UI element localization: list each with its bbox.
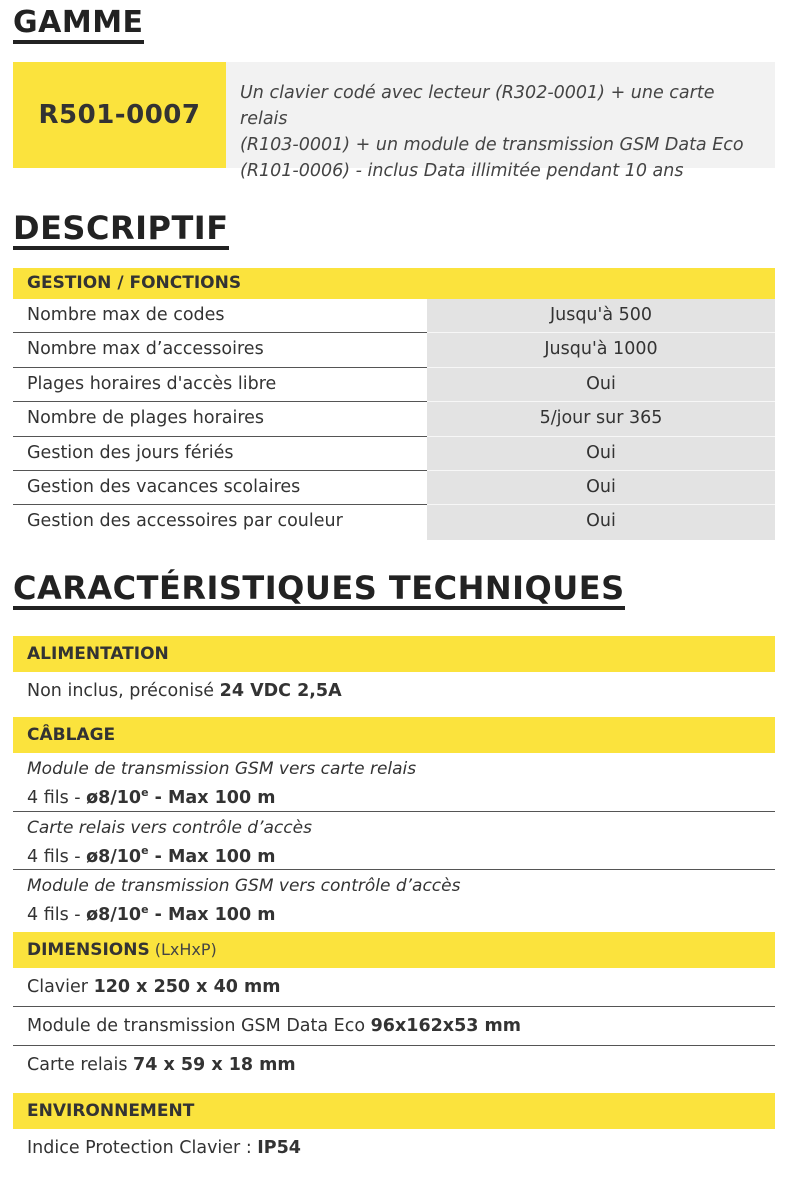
row-value: Oui xyxy=(427,368,775,402)
dimension-item xyxy=(13,1007,775,1046)
cablage-diameter: ø8/10 xyxy=(86,904,142,925)
cablage-spec xyxy=(13,840,775,869)
product-description xyxy=(226,62,775,181)
dimension-value: 120 x 250 x 40 mm xyxy=(93,977,281,997)
description-line: (R103-0001) + un module de transmission GSM Data Eco xyxy=(240,135,744,155)
cablage-max: - Max 100 m xyxy=(148,904,276,925)
table-row xyxy=(13,368,775,402)
row-label: Gestion des accessoires par couleur xyxy=(27,511,343,532)
row-label: Plages horaires d'accès libre xyxy=(13,368,427,402)
cablage-item xyxy=(13,812,775,871)
row-value: Jusqu'à 1000 xyxy=(427,333,775,367)
descriptif-heading: DESCRIPTIF xyxy=(13,212,229,250)
table-row xyxy=(13,505,775,539)
alimentation-text: Non inclus, préconisé xyxy=(27,681,220,701)
dimension-value: 96x162x53 mm xyxy=(370,1016,521,1036)
cablage-item xyxy=(13,753,775,812)
row-value: Jusqu'à 500 xyxy=(427,299,775,333)
cablage-title: Carte relais vers contrôle d’accès xyxy=(27,817,312,838)
alimentation-spec: 24 VDC 2,5A xyxy=(219,681,342,701)
cablage-spec xyxy=(13,781,775,810)
product-code: R501-0007 xyxy=(13,62,226,168)
row-value: 5/jour sur 365 xyxy=(427,402,775,436)
cablage-title: Module de transmission GSM vers carte relais xyxy=(27,759,417,779)
tech-heading: CARACTÉRISTIQUES TECHNIQUES xyxy=(13,572,625,610)
dimension-value: 74 x 59 x 18 mm xyxy=(133,1055,296,1075)
cablage-prefix: 4 fils - xyxy=(27,787,87,808)
cablage-sup: e xyxy=(141,903,149,916)
cablage-diameter: ø8/10 xyxy=(86,846,142,867)
cablage-sup: e xyxy=(141,844,149,858)
table-row xyxy=(13,437,775,471)
dimension-item xyxy=(13,1046,775,1085)
cablage-item xyxy=(13,870,775,929)
description-line: (R101-0006) - inclus Data illimitée pendant 10 ans xyxy=(240,161,684,181)
cablage-prefix: 4 fils - xyxy=(27,904,87,925)
section-label-dimensions xyxy=(13,932,775,968)
section-label-gestion: GESTION / FONCTIONS xyxy=(13,268,775,299)
row-value: Oui xyxy=(427,471,775,505)
dimension-label: Carte relais xyxy=(27,1055,134,1075)
dimension-item xyxy=(13,968,775,1007)
environnement-section xyxy=(13,1093,775,1168)
environnement-spec: IP54 xyxy=(257,1138,301,1158)
section-label-cablage: CÂBLAGE xyxy=(13,717,775,753)
row-label: Gestion des vacances scolaires xyxy=(13,471,427,505)
descriptif-table xyxy=(13,268,775,540)
cablage-prefix: 4 fils - xyxy=(27,846,87,867)
table-row xyxy=(13,402,775,436)
gamme-block xyxy=(13,62,775,181)
gamme-heading: GAMME xyxy=(13,8,144,44)
description-line: Un clavier codé avec lecteur (R302-0001) + une carte relais xyxy=(240,83,715,129)
table-row xyxy=(13,471,775,505)
row-label: Nombre de plages horaires xyxy=(13,402,427,436)
cablage-max: - Max 100 m xyxy=(148,787,276,808)
table-row xyxy=(13,333,775,367)
row-value: Oui xyxy=(427,505,775,539)
cablage-max: - Max 100 m xyxy=(148,846,276,867)
cablage-title: Module de transmission GSM vers contrôle d’accès xyxy=(27,876,461,896)
cablage-sup: e xyxy=(141,786,149,799)
section-label-environnement: ENVIRONNEMENT xyxy=(13,1093,775,1129)
dimensions-section xyxy=(13,932,775,1085)
table-row xyxy=(13,299,775,333)
row-label: Nombre max d’accessoires xyxy=(13,333,427,367)
alimentation-value xyxy=(13,672,775,711)
dimensions-unit: (LxHxP) xyxy=(149,940,217,959)
row-label: Gestion des jours fériés xyxy=(13,437,427,471)
alimentation-section xyxy=(13,636,775,711)
dimensions-label: DIMENSIONS xyxy=(27,940,150,960)
cablage-section xyxy=(13,717,775,929)
cablage-diameter: ø8/10 xyxy=(86,787,142,808)
dimension-label: Clavier xyxy=(27,977,94,997)
environnement-value xyxy=(13,1129,775,1168)
environnement-text: Indice Protection Clavier : xyxy=(27,1138,258,1158)
row-label: Nombre max de codes xyxy=(13,299,427,333)
section-label-alimentation: ALIMENTATION xyxy=(13,636,775,672)
row-value: Oui xyxy=(427,437,775,471)
dimension-label: Module de transmission GSM Data Eco xyxy=(27,1016,371,1036)
cablage-spec xyxy=(13,898,775,927)
